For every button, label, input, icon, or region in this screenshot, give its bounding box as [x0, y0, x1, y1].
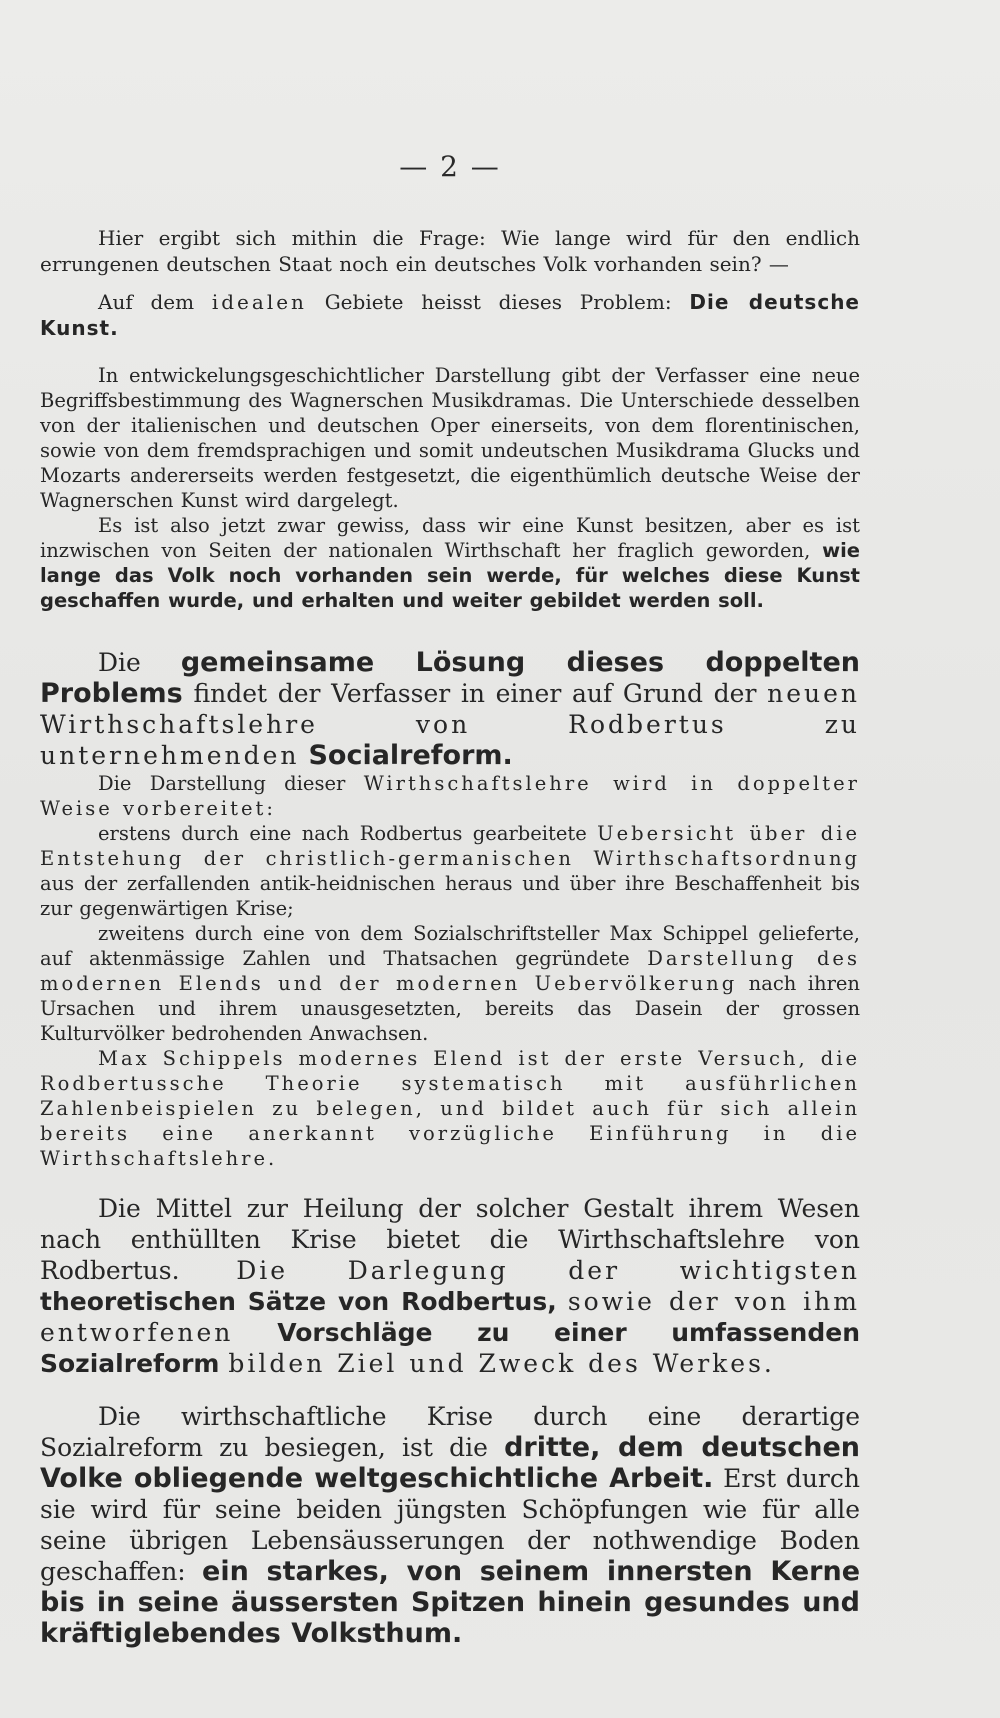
paragraph-loesung — [40, 647, 860, 771]
erstens-rest: aus der zerfallenden antik-heidnischen heraus und über ihre Beschaffenheit bis zur gegenwärtigen Krise; — [40, 872, 860, 920]
loesung-emphasis: gemeinsame Lösung dieses doppelten Problems — [40, 647, 861, 709]
dritte-arbeit: dritte, dem deutschen Volke obliegende weltgeschichtliche Arbeit. — [40, 1432, 860, 1494]
paragraph-zweitens — [40, 921, 860, 1046]
section-kunst — [40, 363, 860, 613]
loesung-die: Die — [98, 648, 141, 677]
socialreform-word: Socialreform. — [308, 740, 513, 771]
ideal-word: idealen — [211, 290, 307, 314]
schippel-text: Max Schippels modernes Elend ist der erste Versuch, die Rodbertussche Theorie systematisch mit ausführlichen Zahlenbeispielen zu belegen, und bildet auch für sich allein bereits eine anerkannt vorzügliche Einführung in die Wirthschaftslehre. — [40, 1047, 860, 1170]
vorschlaege-sozialreform: Vorschläge zu einer umfassenden Sozialreform — [40, 1318, 860, 1378]
erstens-spaced: Uebersicht über die Entstehung der christlich-germanischen Wirthschaftsordnung — [40, 822, 860, 870]
paragraph-wirthschaft — [40, 513, 860, 613]
wirthschaft-emphasis: wie lange das Volk noch vorhanden sein werde, für welches diese Kunst geschaffen wurde, und erhalten und weiter gebildet werden soll. — [40, 539, 860, 612]
paragraph-heilung — [40, 1193, 860, 1379]
paragraph-krise — [40, 1401, 860, 1649]
paragraph-erstens — [40, 821, 860, 921]
darstellung-spaced: Wirthschaftslehre wird in doppelter Weise vorbereitet: — [40, 772, 860, 820]
heilung-intro: Die Mittel zur Heilung der solcher Gestalt ihrem Wesen nach enthüllten Krise bietet die Wirthschaftslehre von Rodbertus. — [40, 1194, 860, 1285]
paragraph-musikdrama — [40, 363, 860, 513]
heilung-spaced: Die Darlegung der wichtigsten — [236, 1256, 861, 1285]
wirthschaft-intro: Es ist also jetzt zwar gewiss, dass wir eine Kunst besitzen, aber es ist inzwischen von Seiten der nationalen Wirthschaft her fraglich geworden, — [40, 514, 860, 562]
paragraph-schippel — [40, 1046, 860, 1171]
zweitens-intro: zweitens durch eine von dem Sozialschriftsteller Max Schippel gelieferte, auf aktenmässige Zahlen und Thatsachen gegründete — [40, 922, 860, 970]
paragraph-ideal-problem — [40, 289, 860, 341]
loesung-spaced: neuen Wirthschaftslehre von Rodbertus zu unternehmenden — [40, 679, 860, 770]
zweitens-spaced: Darstellung des modernen Elends und der modernen Uebervölkerung — [40, 947, 860, 995]
volksthum-emphasis: ein starkes, von seinem innersten Kerne bis in seine äussersten Spitzen hinein gesundes und kräftiglebendes Volksthum. — [40, 1556, 861, 1649]
heilung-end: bilden Ziel und Zweck des Werkes. — [228, 1349, 775, 1378]
krise-middle: Erst durch sie wird für seine beiden jüngsten Schöpfungen wie für alle seine übrigen Lebensäusserungen der nothwendige Boden geschaffen: — [40, 1464, 860, 1586]
deutsche-kunst-heading: Die deutsche Kunst. — [40, 290, 860, 340]
erstens-intro: erstens durch eine nach Rodbertus gearbeitete — [98, 822, 587, 845]
heilung-middle: sowie der von ihm entworfenen — [40, 1287, 860, 1347]
zweitens-rest: nach ihren Ursachen und ihrem unausgesetzten, bereits das Dasein der grossen Kulturvölker bedrohenden Anwachsen. — [40, 972, 860, 1045]
section-darstellung — [40, 771, 860, 1171]
page-number: — 2 — — [399, 150, 501, 183]
paragraph-musikdrama-text: In entwickelungsgeschichtlicher Darstellung gibt der Verfasser eine neue Begriffsbestimmung des Wagnerschen Musikdramas. Die Unterschiede desselben von der italienischen und deutschen Oper einerseits, von dem florentinischen, sowie von dem fremdsprachigen und somit undeutschen Musikdrama Glucks und Mozarts andererseits werden festgesetzt, die eigenthümlich deutsche Weise der Wagnerschen Kunst wird dargelegt. — [40, 364, 860, 512]
page-content — [40, 150, 860, 1649]
theoretische-saetze: theoretischen Sätze von Rodbertus, — [40, 1287, 557, 1316]
ideal-middle: Gebiete heisst dieses Problem: — [324, 290, 672, 314]
paragraph-darstellung — [40, 771, 860, 821]
paragraph-question — [40, 225, 860, 277]
ideal-intro: Auf dem — [98, 290, 195, 314]
loesung-middle: findet der Verfasser in einer auf Grund der — [193, 679, 757, 708]
krise-intro: Die wirthschaftliche Krise durch eine derartige Sozialreform zu besiegen, ist die — [40, 1402, 860, 1462]
paragraph-question-text: Hier ergibt sich mithin die Frage: Wie lange wird für den endlich errungenen deutschen Staat noch ein deutsches Volk vorhanden sein? — — [40, 226, 860, 276]
darstellung-intro: Die Darstellung dieser — [98, 772, 346, 795]
